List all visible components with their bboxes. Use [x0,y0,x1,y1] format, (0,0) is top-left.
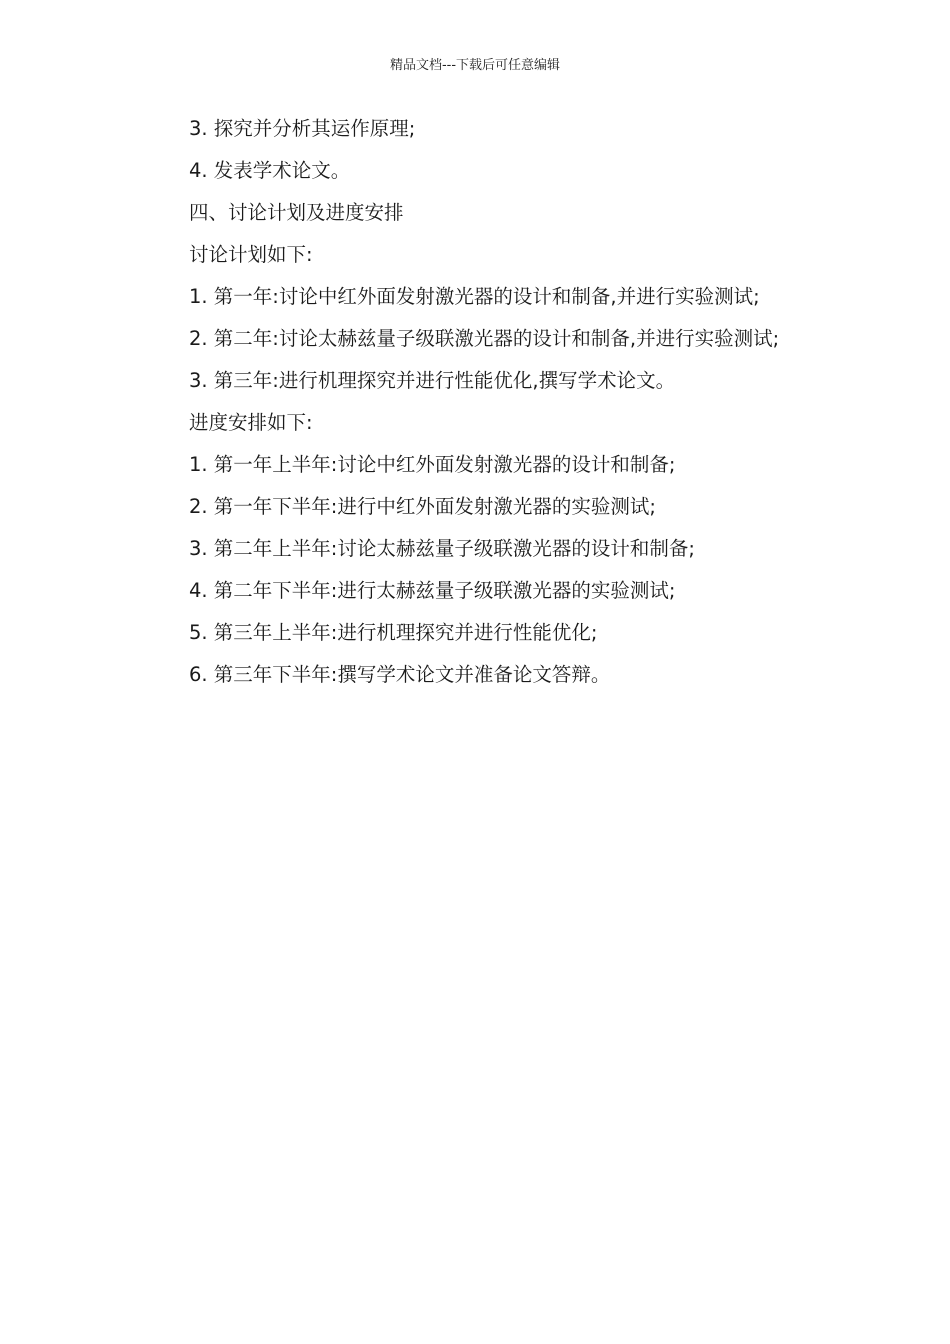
plan-item-year2: 2. 第二年:讨论太赫兹量子级联激光器的设计和制备,并进行实验测试; [189,327,780,350]
schedule-item-5: 5. 第三年上半年:进行机理探究并进行性能优化; [189,621,598,644]
schedule-item-3: 3. 第二年上半年:讨论太赫兹量子级联激光器的设计和制备; [189,537,695,560]
paragraph-item-3-mechanism: 3. 探究并分析其运作原理; [189,117,416,140]
schedule-intro: 进度安排如下: [189,411,313,434]
document-body [143,115,803,689]
schedule-item-1: 1. 第一年上半年:讨论中红外面发射激光器的设计和制备; [189,453,676,476]
schedule-item-6: 6. 第三年下半年:撰写学术论文并准备论文答辩。 [189,663,611,686]
page-header: 精品文档---下载后可任意编辑 [389,58,561,73]
plan-item-year1: 1. 第一年:讨论中红外面发射激光器的设计和制备,并进行实验测试; [189,285,760,308]
plan-intro: 讨论计划如下: [189,243,313,266]
schedule-item-2: 2. 第一年下半年:进行中红外面发射激光器的实验测试; [189,495,656,518]
plan-item-year3: 3. 第三年:进行机理探究并进行性能优化,撰写学术论文。 [189,369,676,392]
paragraph-item-4-publish: 4. 发表学术论文。 [189,159,351,182]
schedule-item-4: 4. 第二年下半年:进行太赫兹量子级联激光器的实验测试; [189,579,676,602]
section-heading-plan: 四、讨论计划及进度安排 [189,201,404,224]
